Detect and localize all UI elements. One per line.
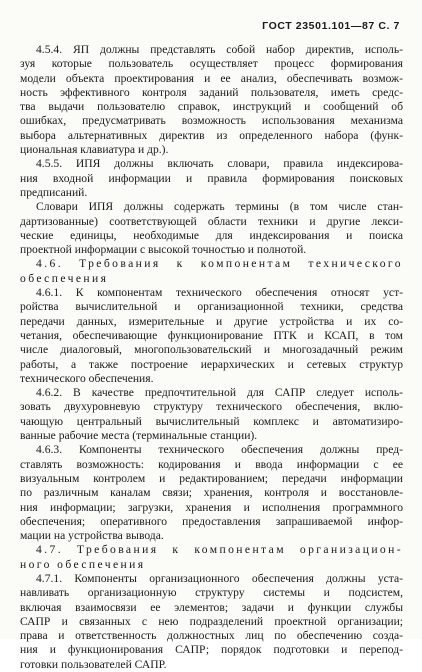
section-heading-line: 4.7. Требования к компонентам организацион- (36, 543, 403, 557)
section-heading-line: обеспечения (20, 271, 109, 285)
body-text (20, 43, 403, 672)
text-line: четания, обеспечивающие функционирование ПТК и КСАП, в том (20, 328, 403, 342)
text-line: 4.7.1. Компоненты организационного обеспечения должны уста- (36, 571, 403, 585)
page-header: ГОСТ 23501.101—87 С. 7 (262, 20, 400, 32)
text-line: права и ответственность должностных лиц по обеспечению созда- (20, 629, 403, 643)
section-heading-line: ного обеспечения (20, 557, 146, 571)
text-line: чающую центральный вычислительный комплекс и автоматизиро- (20, 414, 403, 428)
text-line: ния и функционирования САПР; порядок подготовки и перепод- (20, 643, 403, 657)
text-line: 4.6.1. К компонентам технического обеспечения относят уст- (36, 286, 403, 300)
text-line: выбора альтернативных директив из определенного набора (функ- (20, 128, 403, 142)
text-line: навливать организационную структуру системы и подсистем, (20, 586, 403, 600)
text-line: передачи данных, измерительные и другие устройства и их со- (20, 314, 403, 328)
text-line: проектной информации с высокой точностью и полнотой. (20, 243, 307, 257)
text-line: технического обеспечения. (20, 371, 154, 385)
text-line: ошибках, предусматривать возможность использования механизма (20, 114, 403, 128)
text-line: мации на устройства вывода. (20, 529, 164, 543)
text-line: зуя которые пользователь осуществляет процесс формирования (20, 57, 403, 71)
text-line: визуальным контролем и редактированием; передачи информации (20, 471, 403, 485)
text-line: ройства вычислительной и организационной техники, средства (20, 300, 403, 314)
text-line: 4.5.4. ЯП должны представлять собой набор директив, исполь- (36, 43, 403, 56)
text-line: включая взаимосвязи ее элементов; задачи и функции службы (20, 600, 403, 614)
text-line: по различным каналам связи; хранения, контроля и восстановле- (20, 486, 403, 500)
text-line: 4.6.3. Компоненты технического обеспечения должны пред- (36, 443, 403, 457)
text-line: числе диалоговый, многопользовательский и многозадачный режим (20, 343, 403, 357)
text-line: зовать двухуровневую структуру технического обеспечения, вклю- (20, 400, 403, 414)
text-line: дартизованные) соответствующей области техники и другие лекси- (20, 214, 403, 228)
text-line: модели объекта проектирования и ее анализ, обеспечивать возмож- (20, 71, 403, 85)
text-line: Словари ИПЯ должны содержать термины (в том числе стан- (36, 200, 403, 214)
text-line: предписаний. (20, 185, 88, 199)
text-line: ность эффективного контроля заданий пользователя, иметь средс- (20, 85, 403, 99)
text-line: 4.6.2. В качестве предпочтительной для САПР следует исполь- (36, 386, 403, 400)
text-line: ванные рабочие места (терминальные станции). (20, 429, 258, 443)
text-line: САПР и связанных с нею подразделений проектной организации; (20, 614, 403, 628)
section-heading-line: 4.6. Требования к компонентам технического (36, 257, 403, 271)
text-line: обеспечения; оперативного предоставления запрашиваемой инфор- (20, 514, 403, 528)
text-line: ния входной информации и правила формирования поисковых (20, 171, 403, 185)
text-line: готовки пользователей САПР. (20, 657, 167, 671)
text-line: ния информации; загрузки, хранения и исполнения программного (20, 500, 403, 514)
text-line: работы, а также построение иерархических и сетевых структур (20, 357, 403, 371)
text-line: тва выдачи пользователю справок, инструкций и сообщений об (20, 100, 403, 114)
text-line: ставлять возможность: кодирования и ввода информации с ее (20, 457, 403, 471)
text-line: ческие единицы, необходимые для индексирования и поиска (20, 228, 403, 242)
text-line: циональная клавиатура и др.). (20, 143, 169, 157)
text-line: 4.5.5. ИПЯ должны включать словари, правила индексирова- (36, 157, 403, 171)
